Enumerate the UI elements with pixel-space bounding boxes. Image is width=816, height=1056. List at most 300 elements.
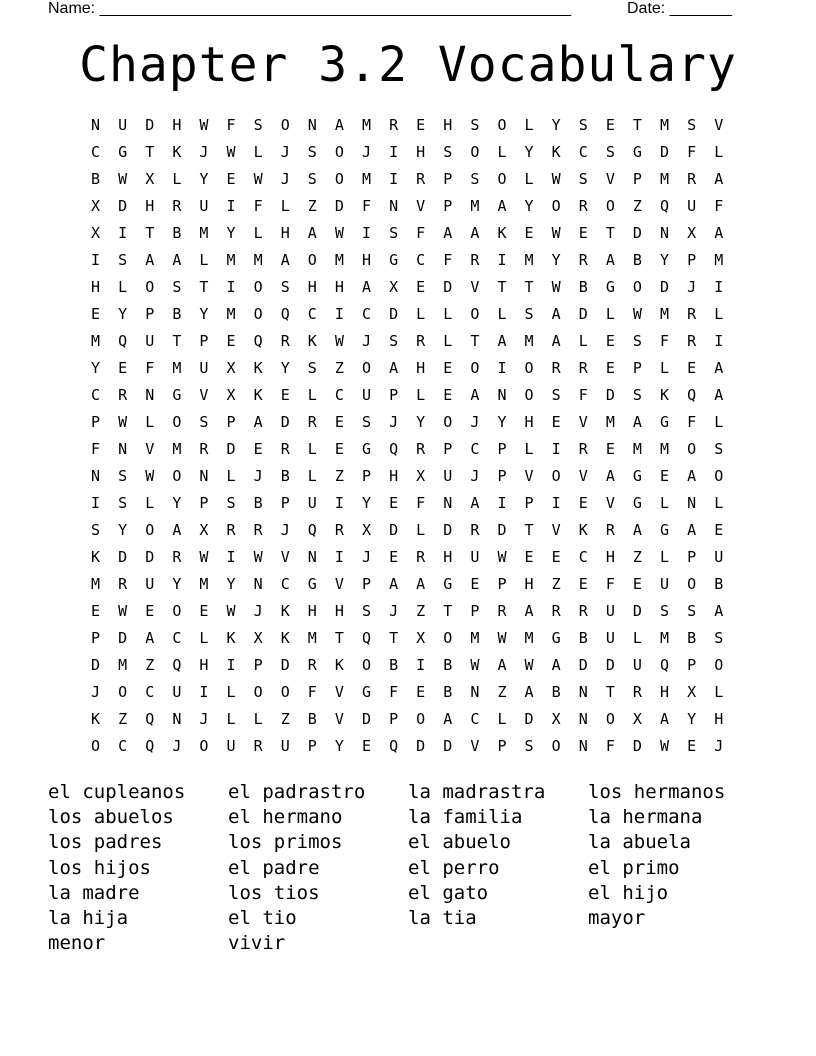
grid-letter[interactable]: D	[416, 737, 426, 755]
grid-letter[interactable]: U	[361, 386, 371, 404]
grid-letter[interactable]: M	[660, 440, 670, 458]
grid-letter[interactable]: J	[199, 710, 209, 728]
grid-letter[interactable]: W	[660, 737, 670, 755]
grid-letter[interactable]: R	[307, 413, 317, 431]
grid-letter[interactable]: F	[307, 683, 317, 701]
grid-letter[interactable]: J	[280, 521, 290, 539]
grid-letter[interactable]: S	[632, 332, 642, 350]
grid-letter[interactable]: G	[361, 683, 371, 701]
grid-letter[interactable]: D	[334, 197, 344, 215]
grid-letter[interactable]: A	[470, 386, 480, 404]
grid-letter[interactable]: U	[687, 197, 697, 215]
grid-letter[interactable]: E	[660, 467, 670, 485]
grid-letter[interactable]: N	[91, 467, 101, 485]
grid-letter[interactable]: I	[91, 251, 101, 269]
grid-letter[interactable]: G	[307, 575, 317, 593]
grid-letter[interactable]: M	[524, 251, 534, 269]
grid-letter[interactable]: D	[280, 413, 290, 431]
grid-letter[interactable]: W	[118, 413, 128, 431]
grid-letter[interactable]: S	[226, 494, 236, 512]
grid-letter[interactable]: M	[605, 413, 615, 431]
grid-letter[interactable]: A	[524, 683, 534, 701]
grid-letter[interactable]: J	[172, 737, 182, 755]
grid-letter[interactable]: T	[145, 143, 155, 161]
grid-letter[interactable]: Q	[253, 332, 263, 350]
grid-letter[interactable]: E	[334, 440, 344, 458]
grid-letter[interactable]: W	[632, 305, 642, 323]
grid-letter[interactable]: N	[307, 548, 317, 566]
grid-letter[interactable]: U	[714, 548, 724, 566]
grid-letter[interactable]: O	[416, 710, 426, 728]
grid-letter[interactable]: R	[416, 170, 426, 188]
grid-letter[interactable]: A	[416, 575, 426, 593]
grid-letter[interactable]: R	[578, 359, 588, 377]
grid-letter[interactable]: E	[578, 494, 588, 512]
grid-letter[interactable]: L	[497, 710, 507, 728]
grid-letter[interactable]: Z	[497, 683, 507, 701]
grid-letter[interactable]: R	[226, 521, 236, 539]
grid-letter[interactable]: X	[416, 629, 426, 647]
grid-letter[interactable]: S	[118, 251, 128, 269]
grid-letter[interactable]: N	[660, 224, 670, 242]
grid-letter[interactable]: L	[605, 305, 615, 323]
grid-letter[interactable]: Z	[280, 710, 290, 728]
grid-letter[interactable]: V	[334, 710, 344, 728]
grid-letter[interactable]: Q	[660, 656, 670, 674]
grid-letter[interactable]: D	[632, 602, 642, 620]
grid-letter[interactable]: O	[361, 656, 371, 674]
grid-letter[interactable]: R	[253, 737, 263, 755]
grid-letter[interactable]: E	[443, 386, 453, 404]
grid-letter[interactable]: Y	[660, 251, 670, 269]
grid-letter[interactable]: E	[389, 548, 399, 566]
grid-letter[interactable]: P	[280, 494, 290, 512]
grid-letter[interactable]: B	[443, 656, 453, 674]
grid-letter[interactable]: N	[172, 710, 182, 728]
grid-letter[interactable]: K	[497, 224, 507, 242]
grid-letter[interactable]: I	[416, 656, 426, 674]
grid-letter[interactable]: O	[497, 116, 507, 134]
grid-letter[interactable]: O	[551, 737, 561, 755]
grid-letter[interactable]: O	[361, 359, 371, 377]
grid-letter[interactable]: G	[118, 143, 128, 161]
grid-letter[interactable]: S	[660, 602, 670, 620]
grid-letter[interactable]: P	[199, 332, 209, 350]
grid-letter[interactable]: U	[605, 629, 615, 647]
grid-letter[interactable]: R	[118, 386, 128, 404]
grid-letter[interactable]: D	[578, 305, 588, 323]
grid-letter[interactable]: Q	[389, 440, 399, 458]
grid-letter[interactable]: K	[280, 629, 290, 647]
grid-letter[interactable]: S	[253, 116, 263, 134]
grid-letter[interactable]: A	[172, 521, 182, 539]
grid-letter[interactable]: I	[226, 278, 236, 296]
grid-letter[interactable]: E	[145, 602, 155, 620]
grid-letter[interactable]: I	[334, 548, 344, 566]
grid-letter[interactable]: U	[660, 575, 670, 593]
grid-letter[interactable]: S	[551, 386, 561, 404]
grid-letter[interactable]: N	[443, 494, 453, 512]
grid-letter[interactable]: F	[361, 197, 371, 215]
grid-letter[interactable]: B	[714, 575, 724, 593]
grid-letter[interactable]: V	[524, 467, 534, 485]
grid-letter[interactable]: O	[253, 278, 263, 296]
grid-letter[interactable]: R	[470, 251, 480, 269]
grid-letter[interactable]: E	[416, 683, 426, 701]
grid-letter[interactable]: I	[551, 440, 561, 458]
grid-letter[interactable]: M	[91, 332, 101, 350]
grid-letter[interactable]: Y	[226, 224, 236, 242]
grid-letter[interactable]: E	[280, 386, 290, 404]
grid-letter[interactable]: E	[443, 359, 453, 377]
grid-letter[interactable]: J	[714, 737, 724, 755]
grid-letter[interactable]: M	[714, 251, 724, 269]
grid-letter[interactable]: R	[280, 440, 290, 458]
grid-letter[interactable]: R	[253, 521, 263, 539]
grid-letter[interactable]: O	[280, 116, 290, 134]
grid-letter[interactable]: S	[578, 116, 588, 134]
grid-letter[interactable]: M	[226, 251, 236, 269]
grid-letter[interactable]: R	[470, 521, 480, 539]
grid-letter[interactable]: S	[605, 143, 615, 161]
grid-letter[interactable]: Y	[497, 413, 507, 431]
grid-letter[interactable]: G	[389, 251, 399, 269]
grid-letter[interactable]: W	[524, 656, 534, 674]
grid-letter[interactable]: P	[226, 413, 236, 431]
grid-letter[interactable]: N	[145, 386, 155, 404]
grid-letter[interactable]: W	[551, 224, 561, 242]
grid-letter[interactable]: O	[334, 143, 344, 161]
grid-letter[interactable]: O	[687, 440, 697, 458]
grid-letter[interactable]: Y	[91, 359, 101, 377]
grid-letter[interactable]: W	[551, 170, 561, 188]
grid-letter[interactable]: L	[226, 710, 236, 728]
grid-letter[interactable]: Z	[334, 359, 344, 377]
grid-letter[interactable]: X	[91, 197, 101, 215]
grid-letter[interactable]: H	[389, 467, 399, 485]
grid-letter[interactable]: W	[253, 548, 263, 566]
grid-letter[interactable]: Y	[118, 305, 128, 323]
grid-letter[interactable]: R	[199, 440, 209, 458]
grid-letter[interactable]: P	[361, 467, 371, 485]
grid-letter[interactable]: P	[497, 737, 507, 755]
grid-letter[interactable]: L	[714, 143, 724, 161]
grid-letter[interactable]: X	[199, 521, 209, 539]
grid-letter[interactable]: I	[497, 494, 507, 512]
grid-letter[interactable]: A	[714, 224, 724, 242]
grid-letter[interactable]: X	[145, 170, 155, 188]
grid-letter[interactable]: A	[660, 710, 670, 728]
grid-letter[interactable]: E	[605, 440, 615, 458]
grid-letter[interactable]: Q	[145, 737, 155, 755]
grid-letter[interactable]: N	[578, 710, 588, 728]
grid-letter[interactable]: S	[199, 413, 209, 431]
grid-letter[interactable]: E	[91, 602, 101, 620]
grid-letter[interactable]: L	[253, 710, 263, 728]
grid-letter[interactable]: H	[172, 116, 182, 134]
grid-letter[interactable]: F	[226, 116, 236, 134]
grid-letter[interactable]: A	[605, 467, 615, 485]
grid-letter[interactable]: V	[551, 521, 561, 539]
grid-letter[interactable]: X	[226, 359, 236, 377]
grid-letter[interactable]: L	[416, 386, 426, 404]
grid-letter[interactable]: B	[91, 170, 101, 188]
grid-letter[interactable]: P	[497, 575, 507, 593]
grid-letter[interactable]: S	[307, 143, 317, 161]
grid-letter[interactable]: X	[91, 224, 101, 242]
grid-letter[interactable]: M	[660, 116, 670, 134]
grid-letter[interactable]: O	[605, 710, 615, 728]
grid-letter[interactable]: J	[91, 683, 101, 701]
grid-letter[interactable]: U	[145, 575, 155, 593]
grid-letter[interactable]: A	[632, 521, 642, 539]
grid-letter[interactable]: T	[443, 602, 453, 620]
grid-letter[interactable]: D	[361, 710, 371, 728]
grid-letter[interactable]: C	[307, 305, 317, 323]
grid-letter[interactable]: B	[443, 683, 453, 701]
grid-letter[interactable]: V	[605, 170, 615, 188]
grid-letter[interactable]: W	[118, 170, 128, 188]
grid-letter[interactable]: P	[199, 494, 209, 512]
grid-letter[interactable]: E	[551, 548, 561, 566]
grid-letter[interactable]: O	[253, 305, 263, 323]
grid-letter[interactable]: R	[578, 197, 588, 215]
grid-letter[interactable]: L	[524, 440, 534, 458]
grid-letter[interactable]: D	[389, 521, 399, 539]
grid-letter[interactable]: I	[226, 197, 236, 215]
grid-letter[interactable]: R	[307, 656, 317, 674]
grid-letter[interactable]: P	[497, 467, 507, 485]
grid-letter[interactable]: N	[497, 386, 507, 404]
grid-letter[interactable]: E	[632, 575, 642, 593]
grid-letter[interactable]: A	[361, 278, 371, 296]
grid-letter[interactable]: H	[280, 224, 290, 242]
grid-letter[interactable]: O	[497, 170, 507, 188]
grid-letter[interactable]: I	[334, 305, 344, 323]
grid-letter[interactable]: M	[253, 251, 263, 269]
grid-letter[interactable]: A	[280, 251, 290, 269]
grid-letter[interactable]: L	[416, 521, 426, 539]
grid-letter[interactable]: Z	[118, 710, 128, 728]
grid-letter[interactable]: B	[307, 710, 317, 728]
grid-letter[interactable]: L	[578, 332, 588, 350]
grid-letter[interactable]: P	[389, 386, 399, 404]
grid-letter[interactable]: V	[605, 494, 615, 512]
grid-letter[interactable]: S	[172, 278, 182, 296]
grid-letter[interactable]: J	[361, 548, 371, 566]
grid-letter[interactable]: L	[714, 413, 724, 431]
grid-letter[interactable]: Z	[307, 197, 317, 215]
grid-letter[interactable]: K	[660, 386, 670, 404]
grid-letter[interactable]: K	[226, 629, 236, 647]
grid-letter[interactable]: P	[91, 629, 101, 647]
grid-letter[interactable]: P	[253, 656, 263, 674]
grid-letter[interactable]: V	[334, 575, 344, 593]
grid-letter[interactable]: C	[470, 440, 480, 458]
grid-letter[interactable]: Q	[687, 386, 697, 404]
grid-letter[interactable]: Y	[551, 116, 561, 134]
grid-letter[interactable]: Z	[632, 548, 642, 566]
grid-letter[interactable]: L	[226, 683, 236, 701]
grid-letter[interactable]: M	[226, 305, 236, 323]
grid-letter[interactable]: F	[660, 332, 670, 350]
grid-letter[interactable]: G	[660, 413, 670, 431]
grid-letter[interactable]: F	[605, 575, 615, 593]
grid-letter[interactable]: E	[605, 116, 615, 134]
grid-letter[interactable]: E	[470, 575, 480, 593]
grid-letter[interactable]: K	[253, 386, 263, 404]
grid-letter[interactable]: T	[172, 332, 182, 350]
grid-letter[interactable]: O	[172, 602, 182, 620]
grid-letter[interactable]: O	[91, 737, 101, 755]
grid-letter[interactable]: Y	[199, 305, 209, 323]
grid-letter[interactable]: L	[660, 548, 670, 566]
grid-letter[interactable]: M	[199, 575, 209, 593]
grid-letter[interactable]: R	[416, 548, 426, 566]
grid-letter[interactable]: B	[172, 305, 182, 323]
name-field-label[interactable]: Name: _____________________________________________________	[48, 0, 572, 17]
grid-letter[interactable]: A	[470, 224, 480, 242]
grid-letter[interactable]: S	[280, 278, 290, 296]
grid-letter[interactable]: G	[172, 386, 182, 404]
grid-letter[interactable]: M	[172, 359, 182, 377]
grid-letter[interactable]: R	[334, 521, 344, 539]
grid-letter[interactable]: P	[632, 170, 642, 188]
grid-letter[interactable]: J	[470, 467, 480, 485]
grid-letter[interactable]: R	[578, 251, 588, 269]
grid-letter[interactable]: Y	[280, 359, 290, 377]
grid-letter[interactable]: U	[199, 359, 209, 377]
grid-letter[interactable]: E	[334, 413, 344, 431]
grid-letter[interactable]: R	[687, 332, 697, 350]
grid-letter[interactable]: T	[524, 278, 534, 296]
grid-letter[interactable]: L	[199, 251, 209, 269]
grid-letter[interactable]: Q	[660, 197, 670, 215]
grid-letter[interactable]: C	[118, 737, 128, 755]
grid-letter[interactable]: A	[714, 386, 724, 404]
grid-letter[interactable]: E	[578, 575, 588, 593]
grid-letter[interactable]: S	[687, 116, 697, 134]
grid-letter[interactable]: O	[280, 683, 290, 701]
grid-letter[interactable]: D	[118, 548, 128, 566]
grid-letter[interactable]: W	[199, 548, 209, 566]
grid-letter[interactable]: A	[443, 710, 453, 728]
grid-letter[interactable]: Z	[551, 575, 561, 593]
grid-letter[interactable]: B	[687, 629, 697, 647]
grid-letter[interactable]: D	[280, 656, 290, 674]
grid-letter[interactable]: G	[660, 521, 670, 539]
grid-letter[interactable]: X	[687, 224, 697, 242]
grid-letter[interactable]: T	[145, 224, 155, 242]
grid-letter[interactable]: O	[172, 467, 182, 485]
grid-letter[interactable]: B	[280, 467, 290, 485]
grid-letter[interactable]: H	[334, 278, 344, 296]
grid-letter[interactable]: Y	[416, 413, 426, 431]
grid-letter[interactable]: W	[334, 224, 344, 242]
grid-letter[interactable]: H	[145, 197, 155, 215]
grid-letter[interactable]: D	[91, 656, 101, 674]
grid-letter[interactable]: N	[687, 494, 697, 512]
grid-letter[interactable]: V	[280, 548, 290, 566]
grid-letter[interactable]: C	[470, 710, 480, 728]
grid-letter[interactable]: J	[253, 602, 263, 620]
grid-letter[interactable]: B	[172, 224, 182, 242]
grid-letter[interactable]: U	[605, 602, 615, 620]
grid-letter[interactable]: F	[91, 440, 101, 458]
grid-letter[interactable]: O	[145, 521, 155, 539]
grid-letter[interactable]: N	[91, 116, 101, 134]
grid-letter[interactable]: H	[443, 548, 453, 566]
grid-letter[interactable]: S	[389, 332, 399, 350]
grid-letter[interactable]: Z	[632, 197, 642, 215]
grid-letter[interactable]: A	[334, 116, 344, 134]
grid-letter[interactable]: D	[660, 278, 670, 296]
grid-letter[interactable]: B	[253, 494, 263, 512]
grid-letter[interactable]: A	[497, 656, 507, 674]
grid-letter[interactable]: P	[91, 413, 101, 431]
grid-letter[interactable]: S	[524, 737, 534, 755]
grid-letter[interactable]: W	[551, 278, 561, 296]
grid-letter[interactable]: T	[199, 278, 209, 296]
grid-letter[interactable]: W	[470, 656, 480, 674]
grid-letter[interactable]: M	[172, 440, 182, 458]
grid-letter[interactable]: E	[687, 737, 697, 755]
grid-letter[interactable]: O	[524, 359, 534, 377]
grid-letter[interactable]: A	[632, 413, 642, 431]
grid-letter[interactable]: F	[389, 683, 399, 701]
grid-letter[interactable]: V	[334, 683, 344, 701]
grid-letter[interactable]: V	[416, 197, 426, 215]
grid-letter[interactable]: E	[714, 521, 724, 539]
grid-letter[interactable]: A	[714, 602, 724, 620]
grid-letter[interactable]: W	[253, 170, 263, 188]
grid-letter[interactable]: L	[714, 683, 724, 701]
grid-letter[interactable]: W	[497, 548, 507, 566]
grid-letter[interactable]: M	[470, 629, 480, 647]
grid-letter[interactable]: J	[470, 413, 480, 431]
grid-letter[interactable]: R	[389, 116, 399, 134]
grid-letter[interactable]: X	[632, 710, 642, 728]
grid-letter[interactable]: O	[443, 413, 453, 431]
grid-letter[interactable]: U	[145, 332, 155, 350]
grid-letter[interactable]: B	[632, 251, 642, 269]
grid-letter[interactable]: K	[91, 710, 101, 728]
grid-letter[interactable]: K	[280, 602, 290, 620]
grid-letter[interactable]: H	[714, 710, 724, 728]
grid-letter[interactable]: I	[389, 170, 399, 188]
grid-letter[interactable]: J	[389, 602, 399, 620]
grid-letter[interactable]: G	[632, 143, 642, 161]
grid-letter[interactable]: I	[714, 332, 724, 350]
grid-letter[interactable]: R	[118, 575, 128, 593]
date-field-label[interactable]: Date: _______	[627, 0, 732, 17]
grid-letter[interactable]: L	[253, 143, 263, 161]
grid-letter[interactable]: A	[687, 521, 697, 539]
grid-letter[interactable]: R	[551, 602, 561, 620]
grid-letter[interactable]: N	[389, 197, 399, 215]
grid-letter[interactable]: C	[91, 143, 101, 161]
grid-letter[interactable]: R	[578, 440, 588, 458]
grid-letter[interactable]: C	[578, 143, 588, 161]
grid-letter[interactable]: L	[253, 224, 263, 242]
grid-letter[interactable]: H	[199, 656, 209, 674]
grid-letter[interactable]: H	[443, 116, 453, 134]
grid-letter[interactable]: P	[687, 548, 697, 566]
grid-letter[interactable]: M	[660, 629, 670, 647]
grid-letter[interactable]: I	[118, 224, 128, 242]
grid-letter[interactable]: E	[687, 359, 697, 377]
grid-letter[interactable]: P	[307, 737, 317, 755]
